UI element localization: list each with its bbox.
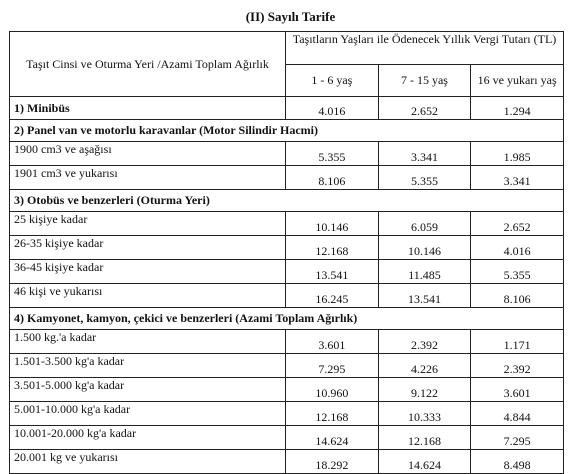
cell-value: 7.295 [471, 426, 564, 450]
table-row [10, 260, 564, 284]
table-row [10, 284, 564, 308]
cell-value: 10.146 [286, 212, 379, 236]
row-label: 3.501-5.000 kg'a kadar [10, 378, 286, 402]
cell-value: 14.624 [286, 426, 379, 450]
cell-value: 4.226 [378, 354, 471, 378]
cell-value: 14.624 [378, 450, 471, 474]
cell-value: 3.341 [471, 166, 564, 190]
cell-value: 2.392 [471, 354, 564, 378]
table-row [10, 378, 564, 402]
row-label: 20.001 kg ve yukarısı [10, 450, 286, 474]
header-age-16-plus: 16 ve yukarı yaş [471, 65, 564, 97]
section-label-kamyonet: 4) Kamyonet, kamyon, çekici ve benzerleri (Azami Toplam Ağırlık) [10, 308, 564, 330]
cell-value: 1.171 [471, 330, 564, 354]
cell-value: 13.541 [286, 260, 379, 284]
section-label-otobus: 3) Otobüs ve benzerleri (Oturma Yeri) [10, 190, 564, 212]
cell-value: 16.245 [286, 284, 379, 308]
row-label: 5.001-10.000 kg'a kadar [10, 402, 286, 426]
table-row [10, 426, 564, 450]
cell-value: 1.985 [471, 142, 564, 166]
section-label-minibus: 1) Minibüs [10, 97, 286, 120]
cell-value: 2.392 [378, 330, 471, 354]
cell-value: 2.652 [471, 212, 564, 236]
row-label: 46 kişi ve yukarısı [10, 284, 286, 308]
row-label: 1901 cm3 ve yukarısı [10, 166, 286, 190]
table-row [10, 402, 564, 426]
row-label: 1.501-3.500 kg'a kadar [10, 354, 286, 378]
row-label: 36-45 kişiye kadar [10, 260, 286, 284]
cell-value: 11.485 [378, 260, 471, 284]
cell-value: 3.601 [286, 330, 379, 354]
cell-value: 10.960 [286, 378, 379, 402]
cell-value: 8.106 [286, 166, 379, 190]
cell-value: 12.168 [286, 402, 379, 426]
section-label-panelvan: 2) Panel van ve motorlu karavanlar (Motor Silindir Hacmi) [10, 120, 564, 142]
row-label: 10.001-20.000 kg'a kadar [10, 426, 286, 450]
section-row-panelvan [10, 120, 564, 142]
header-row [10, 32, 564, 65]
page-title: (II) Sayılı Tarife [245, 9, 336, 24]
cell-value: 12.168 [286, 236, 379, 260]
cell-value: 7.295 [286, 354, 379, 378]
cell-value: 8.498 [471, 450, 564, 474]
cell-value: 18.292 [286, 450, 379, 474]
cell-value: 12.168 [378, 426, 471, 450]
cell-value: 13.541 [378, 284, 471, 308]
row-label: 1900 cm3 ve aşağısı [10, 142, 286, 166]
table-row [10, 212, 564, 236]
section-row-otobus [10, 190, 564, 212]
header-age-7-15: 7 - 15 yaş [378, 65, 471, 97]
cell-value: 4.016 [286, 97, 379, 120]
cell-value: 2.652 [378, 97, 471, 120]
header-age-1-6: 1 - 6 yaş [286, 65, 379, 97]
table-row [10, 142, 564, 166]
cell-value: 4.844 [471, 402, 564, 426]
section-row-kamyonet [10, 308, 564, 330]
cell-value: 4.016 [471, 236, 564, 260]
row-label: 25 kişiye kadar [10, 212, 286, 236]
tariff-table [9, 31, 564, 474]
header-vehicle-type: Taşıt Cinsi ve Oturma Yeri /Azami Toplam Ağırlık [10, 32, 286, 97]
cell-value: 5.355 [471, 260, 564, 284]
cell-value: 9.122 [378, 378, 471, 402]
cell-value: 6.059 [378, 212, 471, 236]
cell-value: 3.341 [378, 142, 471, 166]
cell-value: 5.355 [378, 166, 471, 190]
table-row-minibus [10, 97, 564, 120]
row-label: 1.500 kg.'a kadar [10, 330, 286, 354]
table-row [10, 166, 564, 190]
cell-value: 3.601 [471, 378, 564, 402]
table-row [10, 330, 564, 354]
cell-value: 10.333 [378, 402, 471, 426]
table-row [10, 354, 564, 378]
cell-value: 5.355 [286, 142, 379, 166]
row-label: 26-35 kişiye kadar [10, 236, 286, 260]
table-row [10, 236, 564, 260]
header-tax-amount: Taşıtların Yaşları ile Ödenecek Yıllık Vergi Tutarı (TL) [286, 32, 564, 65]
cell-value: 10.146 [378, 236, 471, 260]
cell-value: 8.106 [471, 284, 564, 308]
cell-value: 1.294 [471, 97, 564, 120]
